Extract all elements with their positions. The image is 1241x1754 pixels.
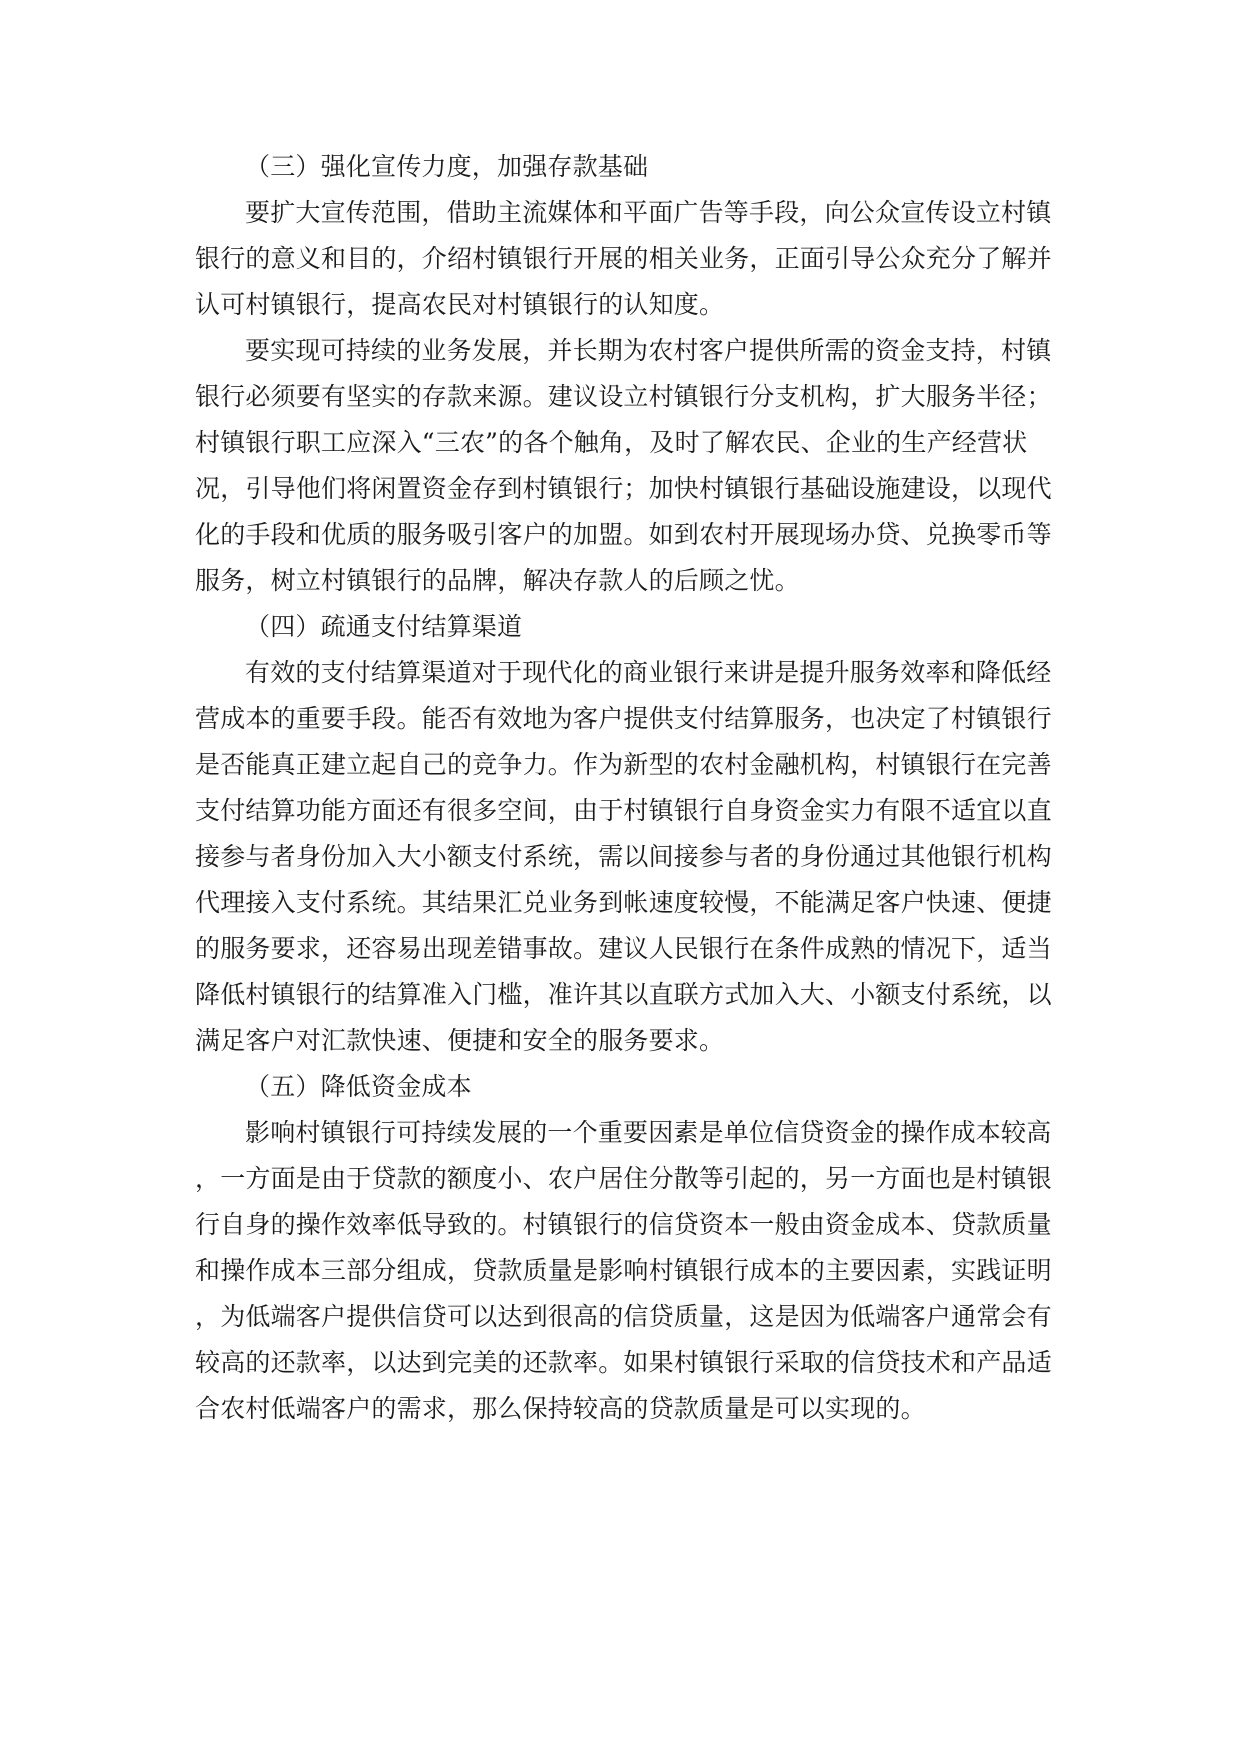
paragraph-line: 行自身的操作效率低导致的。村镇银行的信贷资本一般由资金成本、贷款质量 xyxy=(195,1210,1052,1239)
paragraph-line: 营成本的重要手段。能否有效地为客户提供支付结算服务，也决定了村镇银行 xyxy=(195,704,1052,733)
section-heading: （四）疏通支付结算渠道 xyxy=(245,612,523,641)
paragraph-line: 要扩大宣传范围，借助主流媒体和平面广告等手段，向公众宣传设立村镇 xyxy=(245,198,1052,227)
paragraph-line: 况，引导他们将闲置资金存到村镇银行；加快村镇银行基础设施建设，以现代 xyxy=(195,474,1052,503)
paragraph-line: 接参与者身份加入大小额支付系统，需以间接参与者的身份通过其他银行机构 xyxy=(195,842,1052,871)
paragraph-line: 认可村镇银行，提高农民对村镇银行的认知度。 xyxy=(195,290,725,319)
section-heading: （三）强化宣传力度，加强存款基础 xyxy=(245,152,649,181)
paragraph-line: 的服务要求，还容易出现差错事故。建议人民银行在条件成熟的情况下，适当 xyxy=(195,934,1052,963)
paragraph-line: 降低村镇银行的结算准入门槛，准许其以直联方式加入大、小额支付系统，以 xyxy=(195,980,1052,1009)
paragraph-line: 满足客户对汇款快速、便捷和安全的服务要求。 xyxy=(195,1026,725,1055)
paragraph-line: 化的手段和优质的服务吸引客户的加盟。如到农村开展现场办贷、兑换零币等 xyxy=(195,520,1052,549)
paragraph-line: ，一方面是由于贷款的额度小、农户居住分散等引起的，另一方面也是村镇银 xyxy=(195,1164,1052,1193)
paragraph-line: 较高的还款率，以达到完美的还款率。如果村镇银行采取的信贷技术和产品适 xyxy=(195,1348,1052,1377)
paragraph-line: 银行必须要有坚实的存款来源。建议设立村镇银行分支机构，扩大服务半径； xyxy=(195,382,1052,411)
paragraph-line: 是否能真正建立起自己的竞争力。作为新型的农村金融机构，村镇银行在完善 xyxy=(195,750,1052,779)
paragraph-line: 有效的支付结算渠道对于现代化的商业银行来讲是提升服务效率和降低经 xyxy=(245,658,1052,687)
paragraph-line: 银行的意义和目的，介绍村镇银行开展的相关业务，正面引导公众充分了解并 xyxy=(195,244,1052,273)
paragraph-line: 代理接入支付系统。其结果汇兑业务到帐速度较慢，不能满足客户快速、便捷 xyxy=(195,888,1052,917)
paragraph-line: 影响村镇银行可持续发展的一个重要因素是单位信贷资金的操作成本较高 xyxy=(245,1118,1052,1147)
paragraph-line: 支付结算功能方面还有很多空间，由于村镇银行自身资金实力有限不适宜以直 xyxy=(195,796,1052,825)
paragraph-line: 合农村低端客户的需求，那么保持较高的贷款质量是可以实现的。 xyxy=(195,1394,926,1423)
paragraph-line: 要实现可持续的业务发展，并长期为农村客户提供所需的资金支持，村镇 xyxy=(245,336,1052,365)
section-heading: （五）降低资金成本 xyxy=(245,1072,472,1101)
paragraph-line: 村镇银行职工应深入“三农”的各个触角，及时了解农民、企业的生产经营状 xyxy=(195,428,1028,457)
paragraph-line: 和操作成本三部分组成，贷款质量是影响村镇银行成本的主要因素，实践证明 xyxy=(195,1256,1052,1285)
paragraph-line: ，为低端客户提供信贷可以达到很高的信贷质量，这是因为低端客户通常会有 xyxy=(195,1302,1052,1331)
paragraph-line: 服务，树立村镇银行的品牌，解决存款人的后顾之忧。 xyxy=(195,566,800,595)
